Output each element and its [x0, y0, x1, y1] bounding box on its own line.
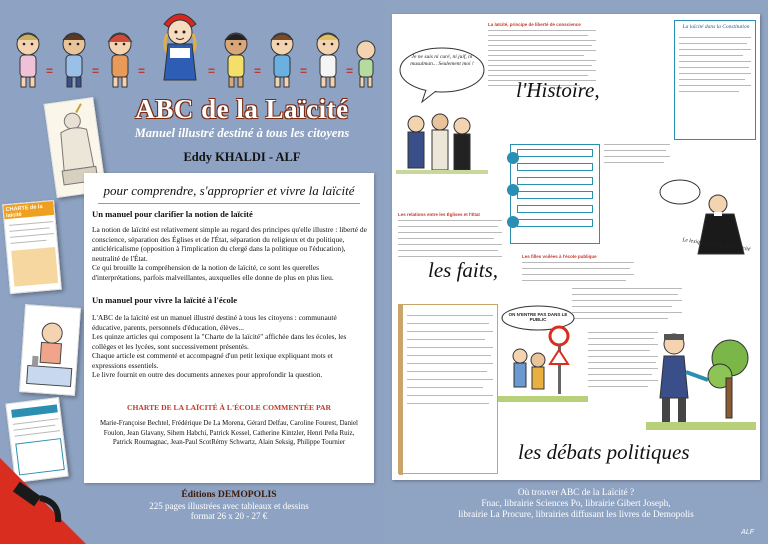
text-line	[679, 73, 751, 74]
flowchart-panel	[510, 144, 600, 244]
text-line	[407, 355, 491, 356]
description-card	[84, 173, 374, 483]
book-title: ABC de la Laïcité	[135, 94, 349, 124]
equals-sign: =	[138, 64, 146, 78]
where-to-buy	[384, 488, 768, 521]
poster-phrase-facts: les faits,	[428, 258, 499, 282]
panel-title: La laïcité dans la Constitution	[682, 24, 750, 30]
text-line	[488, 40, 596, 41]
thumbnail-illustrated-page	[19, 304, 81, 396]
child-figure-icon	[218, 30, 254, 88]
flow-box	[517, 219, 593, 227]
text-line	[588, 386, 648, 387]
doc-heading-red: Les relations entre les Églises et l'État	[398, 212, 480, 217]
text-line	[604, 162, 664, 163]
where-heading: Où trouver ABC de la Laïcité ?	[517, 488, 635, 498]
child-figure-icon	[56, 30, 92, 88]
text-line	[488, 35, 588, 36]
text-line	[588, 374, 652, 375]
factory-illustration-icon	[20, 305, 81, 396]
text-line	[10, 233, 54, 238]
text-line	[572, 312, 682, 313]
timeline-bar	[399, 305, 403, 475]
text-line	[398, 220, 502, 221]
text-line	[604, 150, 666, 151]
text-line	[522, 274, 634, 275]
text-line	[588, 338, 654, 339]
doc-heading-red: La laïcité, principe de liberté de conscience	[488, 22, 581, 27]
text-line	[522, 268, 630, 269]
timeline-dots	[506, 150, 520, 240]
constitution-panel	[674, 20, 756, 140]
equals-sign: =	[300, 64, 308, 78]
text-line	[398, 238, 494, 239]
text-line	[488, 60, 596, 61]
timeline-panel	[398, 304, 498, 474]
poster-collage	[392, 14, 760, 480]
text-line	[407, 387, 483, 388]
doc-heading-red: Les filles voilées à l'école publique	[522, 254, 597, 259]
text-line	[488, 45, 592, 46]
text-line	[679, 79, 745, 80]
text-line	[407, 395, 493, 396]
text-line	[572, 300, 682, 301]
right-page	[384, 0, 768, 544]
text-line	[488, 55, 584, 56]
text-line	[398, 232, 502, 233]
text-line	[488, 70, 596, 71]
card-tagline: pour comprendre, s'approprier et vivre la laïcité	[103, 183, 355, 198]
text-line	[488, 75, 588, 76]
child-figure-icon	[10, 30, 46, 88]
text-line	[488, 30, 596, 31]
text-line	[398, 256, 502, 257]
text-line	[11, 240, 47, 244]
publisher-info	[84, 490, 374, 522]
paragraph: Chaque article est commenté et accompagné d'un petit lexique expliquant mots et expressions essentiels.	[92, 351, 333, 370]
poster-phrase-history: l'Histoire,	[516, 78, 600, 102]
paragraph: Le livre fournit en outre des documents annexes pour approfondir la question.	[92, 370, 323, 379]
page-count: 225 pages illustrées avec tableaux et dessins	[149, 500, 309, 511]
text-line	[14, 430, 60, 437]
text-line	[407, 371, 487, 372]
text-line	[679, 43, 747, 44]
text-line	[679, 85, 751, 86]
bookstores-line: Fnac, librairie Sciences Po, librairie Gibert Joseph,	[481, 499, 671, 509]
flow-box	[517, 177, 593, 185]
text-line	[679, 49, 751, 50]
text-line	[572, 294, 678, 295]
thumbnail-charter-page	[2, 200, 62, 294]
text-line	[522, 280, 626, 281]
text-line	[679, 55, 743, 56]
child-figure-icon	[356, 38, 376, 88]
child-figure-icon	[102, 30, 138, 88]
equals-sign: =	[254, 64, 262, 78]
text-line	[14, 425, 56, 431]
text-line	[572, 288, 682, 289]
sign-bubble-text: ON N'ENTRE PAS DANS LE PUBLIC	[508, 312, 568, 322]
kids-illustration-row	[10, 8, 374, 88]
marianne-figure-icon	[156, 8, 204, 88]
child-figure-icon	[264, 30, 300, 88]
speech-bubble-text: Je ne suis ni curé, ni juif, ni musulman... Seulement moi !	[410, 54, 474, 67]
equals-sign: =	[346, 64, 354, 78]
bookstores-line: librairie La Procure, librairies diffusant les livres de Demopolis	[458, 510, 694, 520]
doc-heading: Le lexique de l'abc de la laïcité	[681, 237, 751, 253]
thumbnail-header-band	[11, 404, 58, 418]
section-heading: Un manuel pour clarifier la notion de laïcité	[92, 209, 253, 219]
text-line	[604, 156, 670, 157]
text-line	[407, 379, 493, 380]
text-line	[398, 250, 498, 251]
thumbnail-colour-block	[11, 247, 58, 287]
charter-heading: CHARTE DE LA LAÏCITÉ À L'ÉCOLE COMMENTÉE PAR	[126, 403, 332, 412]
text-line	[488, 50, 596, 51]
poster-phrase-debates: les débats politiques	[518, 440, 690, 464]
book-author: Eddy KHALDI - ALF	[183, 150, 301, 164]
text-line	[679, 91, 739, 92]
contributors-list: Marie-Françoise Bechtel, Frédérique De La Morena, Gérard Delfau, Caroline Fourest, Daniel Foulon, Jean Glavany, Sihem Habchi, Patrick Kessel, Catherine Kintzler, Henri Peña Ruiz, Patrick Roumagnac, Jean-Paul ScotRémy Schwartz, Alain Seksig, Philippe Tournier	[100, 420, 358, 446]
paragraph: Les quinze articles qui composent la "Charte de la laïcité" affichée dans les écoles, les collèges et les lycées, sont successivement présentés.	[92, 332, 347, 351]
text-line	[9, 221, 53, 226]
equals-sign: =	[92, 64, 100, 78]
book-subtitle: Manuel illustré destiné à tous les citoyens	[134, 126, 350, 140]
text-line	[407, 363, 493, 364]
text-line	[13, 418, 59, 425]
text-line	[679, 37, 751, 38]
text-line	[407, 347, 493, 348]
text-line	[398, 226, 498, 227]
book-format-price: format 26 x 20 - 27 €	[190, 511, 268, 521]
text-line	[407, 323, 489, 324]
text-line	[679, 67, 749, 68]
equals-sign: =	[208, 64, 216, 78]
thumbnail-charter-label: CHARTE de la laïcité	[3, 201, 54, 219]
text-line	[10, 227, 50, 231]
flow-box	[517, 149, 593, 157]
section-heading: Un manuel pour vivre la laïcité à l'école	[92, 295, 238, 305]
flow-box	[517, 163, 593, 171]
text-line	[588, 350, 650, 351]
text-line	[407, 339, 485, 340]
text-line	[407, 331, 493, 332]
paragraph: Ce qui brouille la compréhension de la notion de laïcité, ce sont les querelles d'interprétations, parfois malveillantes, auxquelles elle donne de plus en plus lieu.	[92, 263, 334, 282]
gardener-cartoon-illustration	[646, 318, 756, 438]
child-figure-icon	[310, 30, 346, 88]
publisher-name: Éditions DEMOPOLIS	[181, 489, 277, 500]
flow-box	[517, 191, 593, 199]
flow-box	[517, 205, 593, 213]
text-line	[488, 65, 592, 66]
paragraph: La notion de laïcité est relativement simple au regard des principes qu'elle illustre : liberté de conscience, séparation des Églises et de l'État, séparation du religieux et du politique, anticléricalisme (opposition à l'implication du clergé dans la politique ou l'éducation), neutralité de l'État.	[92, 225, 367, 263]
text-line	[522, 262, 634, 263]
text-line	[407, 403, 489, 404]
artist-signature: ALF	[741, 529, 754, 536]
publisher-logo-icon	[0, 458, 86, 544]
text-line	[407, 315, 493, 316]
text-line	[679, 61, 751, 62]
equals-sign: =	[46, 64, 54, 78]
text-line	[398, 244, 502, 245]
paragraph: L'ABC de la laïcité est un manuel illustré destiné à tous les citoyens : communauté éducative, parents, personnels d'éducation, élèves...	[92, 313, 337, 332]
text-line	[604, 144, 670, 145]
divider	[98, 203, 360, 204]
